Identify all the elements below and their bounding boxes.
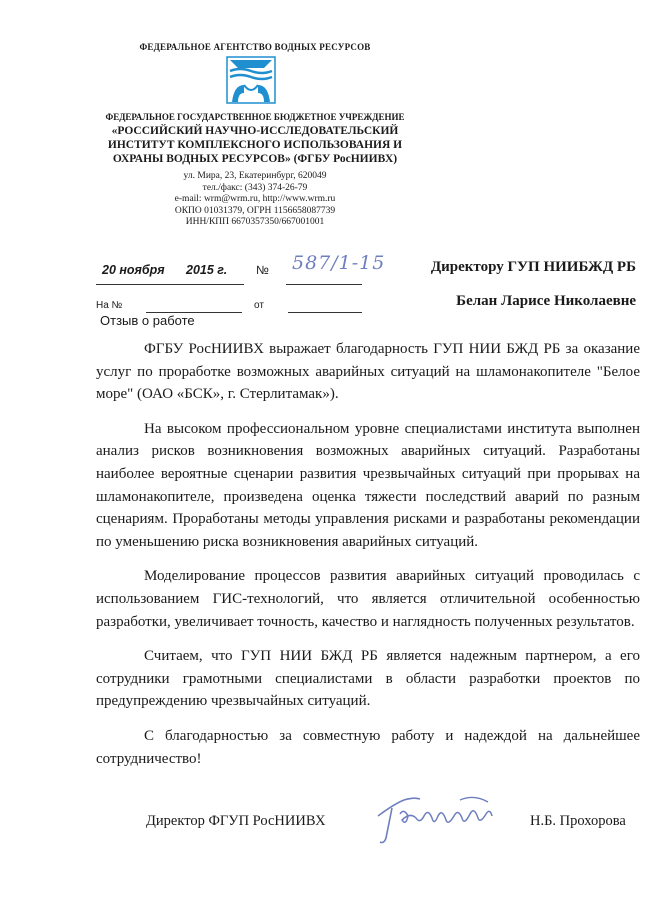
signatory-name: Н.Б. Прохорова xyxy=(530,813,626,829)
institution-name-line: ОХРАНЫ ВОДНЫХ РЕСУРСОВ» (ФГБУ РосНИИВХ) xyxy=(112,153,398,165)
handwritten-signature xyxy=(364,786,524,846)
letter-number: 587/1-15 xyxy=(292,252,386,274)
institution-type: ФЕДЕРАЛЬНОЕ ГОСУДАРСТВЕННОЕ БЮДЖЕТНОЕ УЧРЕЖДЕНИЕ xyxy=(105,112,405,122)
body-paragraph: ФГБУ РосНИИВХ выражает благодарность ГУП НИИ БЖД РБ за оказание услуг по проработке возможных аварийных ситуаций на шламонакопителе "Белое море" (ОАО «БСК», г. Стерлитамак»). xyxy=(96,341,640,403)
body-paragraph: Моделирование процессов развития аварийных ситуаций проводилась с использованием ГИС-технологий, что является отличительной особенностью разработки, увеличивает точность, качество и наглядность полученных результатов. xyxy=(96,568,640,630)
reply-to-label: На № xyxy=(96,300,123,311)
letter-date: 20 ноября xyxy=(102,263,165,277)
addressee-position: Директору ГУП НИИБЖД РБ xyxy=(430,259,636,275)
institution-name-line: «РОССИЙСКИЙ НАУЧНО-ИССЛЕДОВАТЕЛЬСКИЙ xyxy=(111,125,399,137)
addressee-name: Белан Ларисе Николаевне xyxy=(456,293,636,309)
body-paragraph: Считаем, что ГУП НИИ БЖД РБ является надежным партнером, а его сотрудники грамотными специалистами в области разработки проектов по предупреждению чрезвычайных ситуаций. xyxy=(96,648,640,710)
address-line: ул. Мира, 23, Екатеринбург, 620049 xyxy=(183,171,327,181)
reply-from-label: от xyxy=(254,300,264,311)
agency-title: ФЕДЕРАЛЬНОЕ АГЕНТСТВО ВОДНЫХ РЕСУРСОВ xyxy=(139,42,371,52)
institution-address xyxy=(130,171,380,229)
date-underline xyxy=(96,284,244,285)
water-resources-logo xyxy=(220,55,282,107)
body-paragraph: С благодарностью за совместную работу и надеждой на дальнейшее сотрудничество! xyxy=(96,727,640,767)
letter-body xyxy=(96,338,640,782)
address-line: тел./факс: (343) 374-26-79 xyxy=(202,182,308,193)
institution-name xyxy=(95,124,415,166)
letter-year: 2015 г. xyxy=(186,263,228,277)
body-paragraph: На высоком профессиональном уровне специалистами института выполнен анализ рисков возникновения возможных аварийных ситуаций. Разработаны наиболее вероятные сценарии развития чрезвычайных ситуаций при прорывах на шламонакопителе, произведена оценка тяжести последствий аварий по разным сценариям. Проработаны методы управления рисками и разработаны рекомендации по уменьшению риска возникновения аварийных ситуаций. xyxy=(96,420,640,550)
number-underline xyxy=(286,284,362,285)
letter-subject: Отзыв о работе xyxy=(100,313,195,328)
institution-name-line: ИНСТИТУТ КОМПЛЕКСНОГО ИСПОЛЬЗОВАНИЯ И xyxy=(107,139,403,151)
address-line: ОКПО 01031379, ОГРН 1156658087739 xyxy=(174,205,336,216)
signatory-title: Директор ФГУП РосНИИВХ xyxy=(146,813,326,829)
address-line: ИНН/КПП 6670357350/667001001 xyxy=(185,217,325,228)
number-label: № xyxy=(256,263,269,277)
address-line: e-mail: wrm@wrm.ru, http://www.wrm.ru xyxy=(174,194,336,205)
reply-date-underline xyxy=(288,312,362,313)
